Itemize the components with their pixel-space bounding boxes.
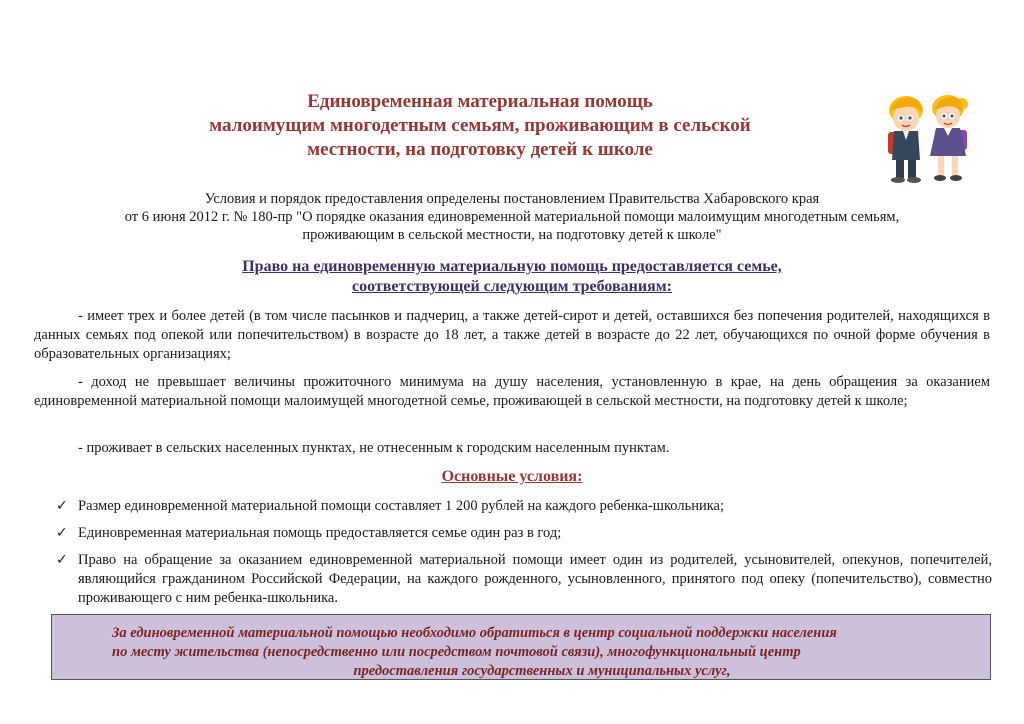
- condition-item: [56, 497, 992, 516]
- boy-figure: [888, 96, 923, 183]
- eligibility-heading-line: соответствующей следующим требованиям:: [352, 278, 672, 295]
- decree-reference: [30, 190, 994, 244]
- condition-item: [56, 551, 992, 608]
- notice-line: по месту жительства (непосредственно или посредством почтовой связи), многофункциональный центр: [112, 644, 801, 660]
- decree-line: от 6 июня 2012 г. № 180-пр "О порядке оказания единовременной материальной помощи малоимущим многодетным семьям,: [124, 209, 900, 225]
- title-line: Единовременная материальная помощь: [307, 91, 653, 112]
- eligibility-heading-line: Право на единовременную материальную помощь предоставляется семье,: [242, 258, 782, 275]
- notice-line: предоставления государственных и муниципальных услуг,: [353, 663, 731, 679]
- condition-item: [56, 524, 992, 543]
- notice-line: За единовременной материальной помощью необходимо обратиться в центр социальной поддержки населения: [112, 625, 837, 641]
- girl-figure: [930, 95, 968, 181]
- condition-text: Единовременная материальная помощь предоставляется семье один раз в год;: [78, 525, 562, 541]
- checkmark-icon: ✓: [56, 552, 68, 568]
- requirement-children-count: - имеет трех и более детей (в том числе пасынков и падчериц, а также детей-сирот и детей, оставшихся без попечения родителей, находящихся в данных семьях под опекой или попечительством) в возрасте до 18 лет, а также детей в возрасте до 22 лет, обучающихся по очной форме обучения в образовательных организациях;: [34, 308, 990, 362]
- condition-text: Право на обращение за оказанием единовременной материальной помощи имеет один из родителей, усыновителей, опекунов, попечителей, являющийся гражданином Российской Федерации, на каждого рожденного, усыновленного, принятого под опеку (попечительство), совместно проживающего с ним ребенка-школьника.: [78, 552, 992, 606]
- contact-notice-text: [112, 624, 972, 681]
- checkmark-icon: ✓: [56, 498, 68, 514]
- requirement-residence: - проживает в сельских населенных пунктах, не отнесенным к городским населенным пунктам.: [78, 440, 670, 456]
- requirement-income: - доход не превышает величины прожиточного минимума на душу населения, установленную в крае, на день обращения за оказанием единовременной материальной помощи малоимущей многодетной семье, проживающей в сельской местности, на подготовку детей к школе;: [34, 374, 990, 409]
- contact-notice-box: [51, 614, 991, 680]
- condition-text: Размер единовременной материальной помощи составляет 1 200 рублей на каждого ребенка-школьника;: [78, 498, 725, 514]
- document-title: [120, 90, 840, 162]
- title-line: малоимущим многодетным семьям, проживающим в сельской: [209, 115, 751, 136]
- decree-line: проживающим в сельской местности, на подготовку детей к школе": [302, 227, 722, 243]
- decree-line: Условия и порядок предоставления определены постановлением Правительства Хабаровского края: [204, 191, 820, 207]
- title-line: местности, на подготовку детей к школе: [307, 139, 653, 160]
- children-going-to-school-icon: [878, 88, 978, 190]
- checkmark-icon: ✓: [56, 525, 68, 541]
- conditions-heading: Основные условия:: [441, 468, 583, 485]
- eligibility-heading: [120, 257, 904, 297]
